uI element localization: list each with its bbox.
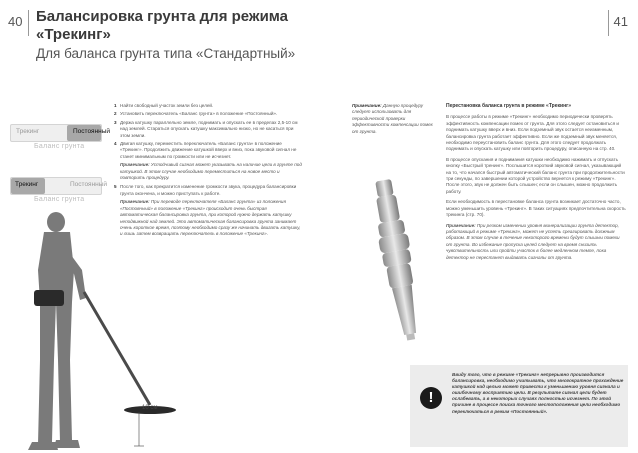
operator-leg-icon	[56, 302, 72, 442]
section-note: Примечание: При резком изменении уровня минерализации грунта детектор, работающий в режиме «Трекинг», может не успеть среагировать должным образом. В этом случае в течение некоторого времени будут слышны помехи от грунта. Во избежание пропуска целей следует на время снизить чувствительность или пройти участок в более медленном темпе, пока детектор не перестанет выдавать сигналы от грунта.	[446, 222, 620, 260]
step-note: Примечание: Устойчивый сигнал может указывать на наличие цели в грунте под катушкой. В этом случае необходимо переместиться на новое место и повторить процедуру.	[120, 162, 302, 181]
page-title: Балансировка грунта для режима «Трекинг»	[36, 8, 289, 43]
warning-text: Ввиду того, что в режиме «Трекинг» непрерывно производится балансировка, необходимо учитывать, что многократное прохождение катушкой над целью может привести к уменьшению уровня сигнала и ошибочному восприятию цели. В результате сигнал цели будет ослабевать, а в некоторых случаях полностью исчезнет. По этой причине в процессе поиска точного местоположения цели необходимо переключаться в режим «Постоянный».	[452, 372, 624, 414]
step-item: 1 Найти свободный участок земли без целей.	[114, 103, 214, 108]
ground-balance-switch-tracking: Трекинг Постоянный	[10, 177, 102, 195]
step-item: 2 Установить переключатель «Баланс грунта» в положение «Постоянный».	[114, 111, 278, 117]
paragraph: В процессе работы в режиме «Трекинг» необходимо периодически проверять эффективность компенсации помех от грунта. Для этого следует остановиться и поднимать катушку вверх и вниз. Если подземный звук остается неизменным, балансировка грунта работает эффективно. Если же подземный звук меняется, необходимо переустановить баланс грунта. Для этого следует продолжать поднимать и опускать катушку или повторить процедуру, описанную на стр. 40.	[446, 114, 619, 152]
switch-caption: Баланс грунта	[34, 196, 85, 203]
switch-caption: Баланс грунта	[34, 143, 85, 150]
step-item: 5 После того, как прекратится изменение громкости звука, процедура балансировки грунта окончена, и можно приступать к работе.	[114, 184, 297, 196]
header-divider-left	[28, 10, 29, 36]
side-note: Примечание: Данную процедуру следует использовать для периодической проверки эффективности компенсации помех от грунта.	[352, 103, 433, 134]
operator-illustration	[0, 210, 300, 453]
paragraph: В процессе опускания и поднимания катушки необходимо нажимать и отпускать кнопку «Быстрый тренинг». Послышится короткий звуковой сигнал, указывающий на то, что начался быстрый автоматический баланс грунта при продолжительности три секунды, по завершении которой устройство вернется к режиму «Трекинг». После этого, звук не должен быть слышен; если он слышен, можно продолжить работу.	[446, 156, 625, 194]
warning-icon: !	[420, 387, 442, 409]
detector-shaft-icon	[84, 292, 150, 405]
control-box-icon	[34, 290, 64, 306]
paragraph: Если необходимость в перестановке баланса грунта возникает достаточно часто, можно уменьшить уровень «Трекинг». В таких ситуациях предпочтительна скорость трекинга (стр. 70).	[446, 199, 626, 218]
page-number-left: 40	[8, 14, 23, 29]
page-number-right: 41	[613, 14, 628, 29]
ground-balance-switch-constant: Трекинг Постоянный	[10, 124, 102, 142]
pinpointer-probe-icon	[368, 175, 428, 360]
right-column	[446, 103, 626, 264]
operator-head-icon	[47, 212, 65, 232]
height-label: 10 см	[142, 405, 158, 411]
step-item: 4 Двигая катушку, переместить переключатель «Баланс грунта» в положение «Трекинг». Продолжить движение катушкой вверх и вниз, пока звуковой сигнал не станет минимальным по громкости или не исчезнет.	[114, 141, 297, 159]
step-note: Примечание: При переводе переключателя «Баланс грунта» из положения «Постоянный» в положение «Трекинг» происходит очень быстрая автоматическая балансировка грунта, при которой нужно держать катушку неподвижной над землей. Это автоматическая балансировка грунта занимает очень короткое время, поэтому необходимо сразу же начинать двигать катушку, и лишь затем возвращать переключатель в положение «Трекинг».	[120, 199, 301, 237]
page-subtitle: Для баланса грунта типа «Стандартный»	[36, 46, 296, 61]
warning-box	[410, 365, 628, 447]
operator-leg-icon	[38, 302, 56, 444]
section-heading: Перестановка баланса грунта в режиме «Трекинг»	[446, 103, 571, 109]
step-item: 3 Держа катушку параллельно земле, поднимать и опускать ее в пределах 2,5-10 см над землей. Стараться опускать катушку максимально низко, но не касаться при этом земли.	[114, 119, 298, 138]
header-divider-right	[608, 10, 609, 36]
